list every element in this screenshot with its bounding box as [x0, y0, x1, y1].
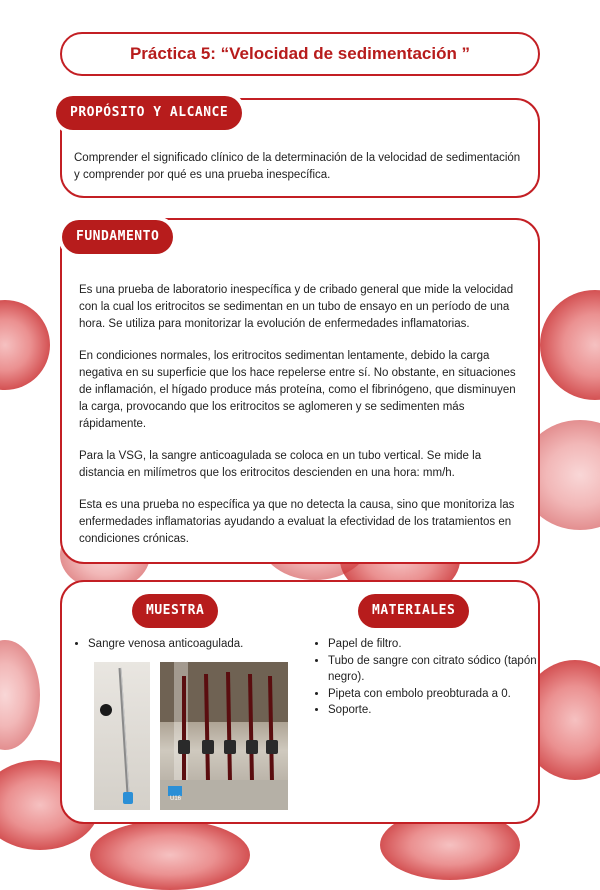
fundamento-heading: FUNDAMENTO [62, 220, 173, 254]
fundamento-paragraph: Es una prueba de laboratorio inespecífica y de cribado general que mide la velocidad con la cual los eritrocitos se sedimentan en un tubo de ensayo en un período de una hora. Se utiliza para monitorizar la evolución de enfermedades inflamatorias. [79, 284, 514, 330]
fundamento-paragraph: En condiciones normales, los eritrocitos sedimentan lentamente, debido la carga negativa en su superficie que los hace repelerse entre sí. No obstante, en situaciones de inflamación, el hígado produce más proteína, como el fibrinógeno, que disminuyen la carga, provocando que los eritrocitos se aglomeren y se sedimenten más rápidamente. [79, 350, 516, 430]
materiales-heading: MATERIALES [358, 594, 469, 628]
list-item: • Soporte. [328, 702, 538, 719]
fundamento-paragraph: Esta es una prueba no específica ya que no detecta la causa, sino que monitoriza las enfermedades inflamatorias ayudando a evaluat la efectividad de los tratamientos en condiciones crónicas. [79, 499, 515, 545]
muestra-list [74, 636, 288, 653]
list-item: • Tubo de sangre con citrato sódico (tapón negro). [328, 653, 538, 686]
blood-cell-decoration [0, 640, 40, 750]
proposito-text: Comprender el significado clínico de la determinación de la velocidad de sedimentación y comprender por qué es una prueba inespecífica. [74, 152, 521, 181]
fundamento-body [79, 282, 524, 563]
page-title: Práctica 5: “Velocidad de sedimentación ” [129, 44, 471, 63]
blood-cell-decoration [90, 820, 250, 890]
fundamento-card [60, 218, 540, 564]
list-item: • Papel de filtro. [328, 636, 538, 653]
proposito-heading: PROPÓSITO Y ALCANCE [56, 96, 242, 130]
muestra-heading: MUESTRA [132, 594, 218, 628]
materiales-list [314, 636, 538, 719]
photo-label: U16 [170, 796, 182, 802]
title-card [60, 32, 540, 76]
blood-cell-decoration [0, 300, 50, 390]
sedimentation-tubes-photo [160, 662, 288, 810]
fundamento-paragraph: Para la VSG, la sangre anticoagulada se coloca en un tubo vertical. Se mide la distancia en milímetros que los eritrocitos descienden en una hora: mm/h. [79, 450, 482, 479]
list-item: • Sangre venosa anticoagulada. [88, 636, 288, 653]
blood-cell-decoration [540, 290, 600, 400]
pipette-photo [94, 662, 150, 810]
list-item: • Pipeta con embolo preobturada a 0. [328, 686, 538, 703]
